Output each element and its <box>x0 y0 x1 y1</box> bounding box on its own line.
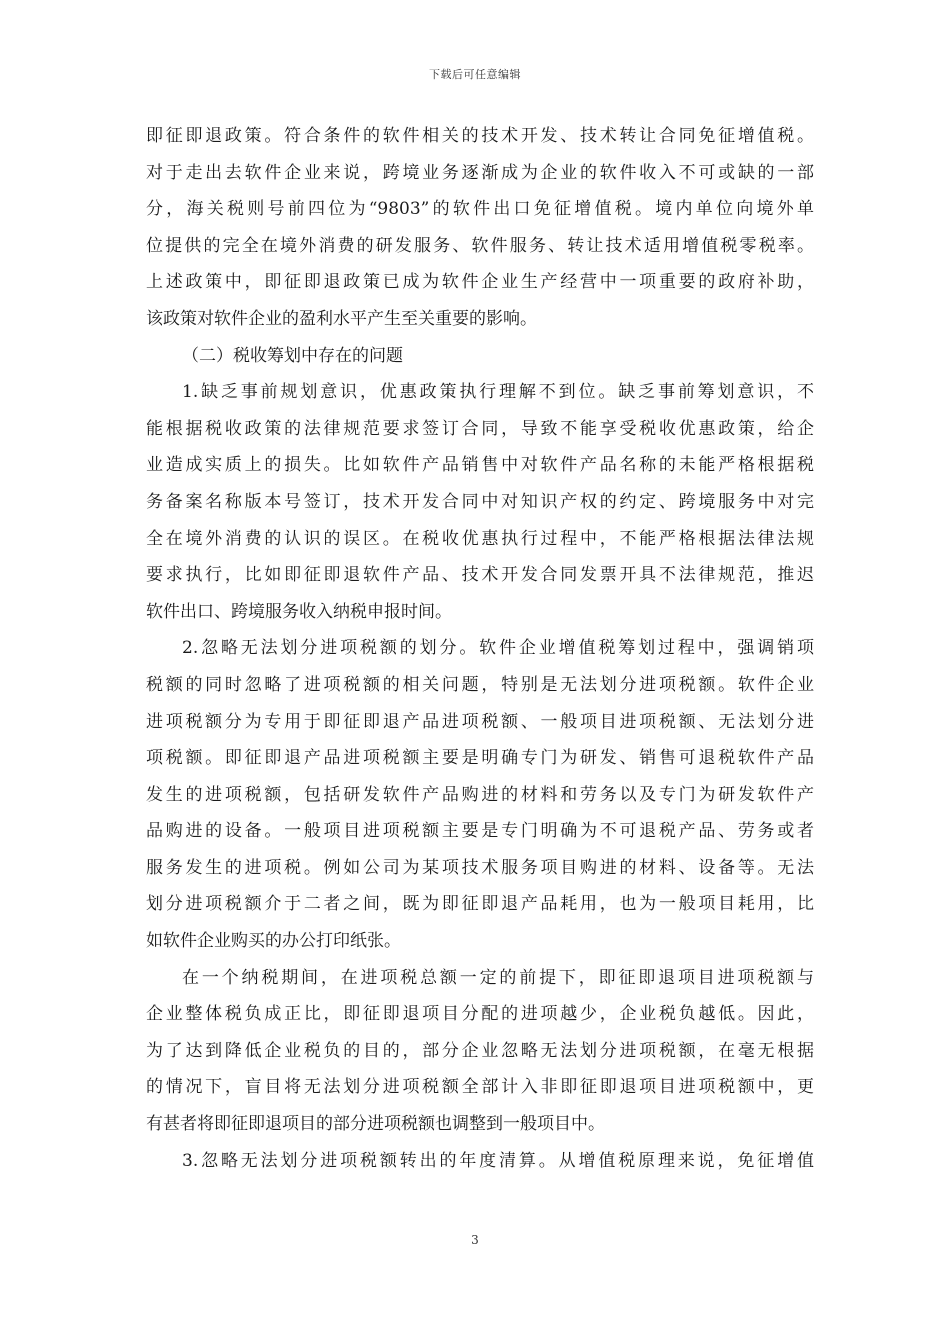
text-line: 位提供的完全在境外消费的研发服务、软件服务、转让技术适用增值税零税率。 <box>146 235 814 256</box>
page-header: 下载后可任意编辑 <box>429 68 521 81</box>
text-line: 对于走出去软件企业来说，跨境业务逐渐成为企业的软件收入不可或缺的一部 <box>146 162 814 183</box>
text-line: 进项税额分为专用于即征即退产品进项税额、一般项目进项税额、无法划分进 <box>146 711 814 732</box>
section-heading: （二）税收筹划中存在的问题 <box>182 345 403 366</box>
text-line: 划分进项税额介于二者之间，既为即征即退产品耗用，也为一般项目耗用，比 <box>146 894 814 915</box>
text-line: 全在境外消费的认识的误区。在税收优惠执行过程中，不能严格根据法律法规 <box>146 528 814 549</box>
text-line: 分，海关税则号前四位为“9803”的软件出口免征增值税。境内单位向境外单 <box>146 199 814 220</box>
text-line: 品购进的设备。一般项目进项税额主要是专门明确为不可退税产品、劳务或者 <box>146 821 814 842</box>
text-line: 企业整体税负成正比，即征即退项目分配的进项越少，企业税负越低。因此， <box>146 1004 814 1025</box>
document-body <box>146 118 814 1179</box>
text-line: 上述政策中，即征即退政策已成为软件企业生产经营中一项重要的政府补助， <box>146 272 814 293</box>
text-line: 如软件企业购买的办公打印纸张。 <box>146 931 401 952</box>
text-line: 该政策对软件企业的盈利水平产生至关重要的影响。 <box>146 308 537 329</box>
text-line: 项税额。即征即退产品进项税额主要是明确专门为研发、销售可退税软件产品 <box>146 748 814 769</box>
text-line: 有甚者将即征即退项目的部分进项税额也调整到一般项目中。 <box>146 1114 605 1135</box>
text-line: 服务发生的进项税。例如公司为某项技术服务项目购进的材料、设备等。无法 <box>146 857 814 878</box>
text-line: 税额的同时忽略了进项税额的相关问题，特别是无法划分进项税额。软件企业 <box>146 674 814 695</box>
text-line: 即征即退政策。符合条件的软件相关的技术开发、技术转让合同免征增值税。 <box>146 126 814 146</box>
text-line: 软件出口、跨境服务收入纳税申报时间。 <box>146 601 452 622</box>
text-line: 1.缺乏事前规划意识，优惠政策执行理解不到位。缺乏事前筹划意识，不 <box>182 382 814 403</box>
text-line: 的情况下，盲目将无法划分进项税额全部计入非即征即退项目进项税额中，更 <box>146 1077 814 1098</box>
text-line: 业造成实质上的损失。比如软件产品销售中对软件产品名称的未能严格根据税 <box>146 455 814 476</box>
text-line: 要求执行，比如即征即退软件产品、技术开发合同发票开具不法律规范，推迟 <box>146 565 814 586</box>
text-line: 能根据税收政策的法律规范要求签订合同，导致不能享受税收优惠政策，给企 <box>146 418 814 439</box>
text-line: 3.忽略无法划分进项税额转出的年度清算。从增值税原理来说，免征增值 <box>182 1150 814 1171</box>
text-line: 发生的进项税额，包括研发软件产品购进的材料和劳务以及专门为研发软件产 <box>146 784 814 805</box>
text-line: 务备案名称版本号签订，技术开发合同中对知识产权的约定、跨境服务中对完 <box>146 491 814 512</box>
text-line: 在一个纳税期间，在进项税总额一定的前提下，即征即退项目进项税额与 <box>182 967 814 988</box>
text-line: 为了达到降低企业税负的目的，部分企业忽略无法划分进项税额，在毫无根据 <box>146 1040 814 1061</box>
text-line: 2.忽略无法划分进项税额的划分。软件企业增值税筹划过程中，强调销项 <box>182 638 814 659</box>
page-number: 3 <box>471 1233 479 1247</box>
